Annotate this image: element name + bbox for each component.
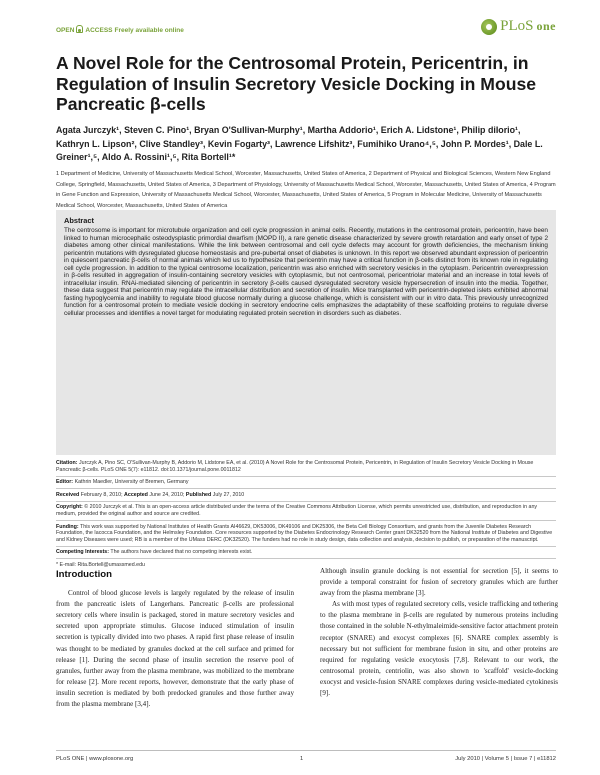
divider bbox=[56, 520, 556, 521]
article-title: A Novel Role for the Centrosomal Protein, Pericentrin, in Regulation of Insulin Secretory Vesicle Docking in Mouse Pancreatic β-cells bbox=[56, 53, 537, 114]
divider bbox=[56, 546, 556, 547]
body-paragraph: As with most types of regulated secretory cells, vesicle trafficking and tethering to the plasma membrane in β-cells are regulated by numerous proteins including those contained in the soluble N-ethylmaleimide-sensitive factor attachment protein receptor (SNARE) and exocyst complexes [6]. SNARE complex assembly is necessary but not sufficient for membrane fusion in situ, and other proteins are required for regulating vesicle exocytosis [7,8]. Relevant to our work, the centrosomal protein, centriolin, was also shown to 'scaffold' vesicle-docking exocyst and vesicle-fusion SNARE complexes during vesicle-mediated cytokinesis [9]. bbox=[320, 600, 558, 698]
citation-row: Citation: Jurczyk A, Pino SC, O'Sullivan-Murphy B, Addorio M, Lidstone EA, et al. (2010) A Novel Role for the Centrosomal Protein, Pericentrin, in Regulation of Insulin Secretory Vesicle Docking in Mouse Pancreatic β-cells. PLoS ONE 5(7): e11812. doi:10.1371/journal.pone.0011812 bbox=[56, 460, 534, 473]
article-metadata bbox=[56, 459, 556, 569]
competing-text: The authors have declared that no competing interests exist. bbox=[110, 549, 253, 556]
divider bbox=[56, 558, 556, 559]
author-list: Agata Jurczyk¹, Steven C. Pino¹, Bryan O'Sullivan-Murphy¹, Martha Addorio¹, Erich A. Lidstone¹, Philip diIorio¹, Kathryn L. Lipson², Clive Standley³, Kevin Fogarty³, Lawrence Lifshitz³, Fumihiko Urano⁴,⁵, John P. Mordes¹, Dale L. Greiner¹,⁵, Aldo A. Rossini¹,⁵, Rita Bortell¹* bbox=[56, 125, 543, 163]
abstract-box bbox=[56, 210, 556, 455]
copyright-row: Copyright: © 2010 Jurczyk et al. This is an open-access article distributed under the terms of the Creative Commons Attribution License, which permits unrestricted use, distribution, and reproduction in any medium, provided the original author and source are credited. bbox=[56, 504, 538, 517]
affiliations: 1 Department of Medicine, University of Massachusetts Medical School, Worcester, Massachusetts, United States of America, 2 Department of Physical and Biological Sciences, Western New England College, Springfield, Massachusetts, United States of America, 3 Department of Physiology, University of Massachusetts Medical School, Worcester, Massachusetts, United States of America, 4 Program in Gene Function and Expression, University of Massachusetts Medical School, Worcester, Massachusetts, United States of America, 5 Program in Molecular Medicine, University of Massachusetts Medical School, Worcester, Massachusetts, United States of America bbox=[56, 171, 556, 209]
corresponding-email[interactable]: * E-mail: Rita.Bortell@umassmed.edu bbox=[56, 561, 145, 568]
citation-text: Jurczyk A, Pino SC, O'Sullivan-Murphy B, Addorio M, Lidstone EA, et al. (2010) A Novel Role for the Centrosomal Protein, Pericentrin, in Regulation of Insulin Secretory Vesicle Docking in Mouse Pancreatic β-cells. PLoS ONE 5(7): e11812. doi:10.1371/journal.pone.0011812 bbox=[56, 460, 534, 473]
abstract-text: The centrosome is important for microtubule organization and cell cycle progression in animal cells. Recently, mutations in the centrosomal protein, pericentrin, have been linked to human microcephalic osteodysplastic primordial dwarfism (MOPD II), a rare genetic disease characterized by severe growth retardation and early onset of type 2 diabetes among other clinical manifestations. While the link between centrosomal and cell cycle defects may account for growth deficiencies, the mechanism linking pericentrin mutations with dysregulated glucose homeostasis and pre-pubertal onset of diabetes is unknown. In this report we observed abundant expression of pericentrin in quiescent pancreatic β-cells of normal animals which led us to hypothesize that pericentrin may have a critical function in β-cells distinct from its known role in regulating cell cycle progression. In addition to the typical centrosome localization, pericentrin was also enriched with secretory vesicles in the cytoplasm. Pericentrin overexpression in β-cells resulted in aggregation of insulin-containing secretory vesicles with cytoplasmic, but not centrosomal, pericentriolar material and an increase in total levels of intracellular insulin. RNAi-mediated silencing of pericentrin in secretory β-cells caused dysregulated secretory vesicle hypersecretion of insulin into the media. Together, these data suggest that pericentrin may regulate the intracellular distribution and secretion of insulin. Mice transplanted with pericentrin-depleted islets exhibited abnormal fasting hypoglycemia and inability to regulate blood glucose normally during a glucose challenge, which is consistent with our in vitro data. This previously unrecognized function for a centrosomal protein to mediate vesicle docking in secretory endocrine cells emphasizes the adaptability of these scaffolding proteins to regulate diverse cellular processes and identifies a novel target for modulating regulated protein secretion in disorders such as diabetes. bbox=[64, 227, 548, 318]
body-column-left bbox=[56, 566, 294, 710]
abstract-heading: Abstract bbox=[64, 216, 94, 225]
copyright-text: © 2010 Jurczyk et al. This is an open-access article distributed under the terms of the Creative Commons Attribution License, which permits unrestricted use, distribution, and reproduction in any medium, provided the original author and source are credited. bbox=[56, 504, 538, 517]
divider bbox=[56, 488, 556, 489]
freely-available-label: Freely available online bbox=[114, 26, 184, 34]
journal-header bbox=[56, 16, 556, 40]
open-access-lock-icon bbox=[76, 25, 83, 33]
page-footer bbox=[56, 750, 556, 764]
footer-issue: July 2010 | Volume 5 | Issue 7 | e11812 bbox=[455, 756, 556, 762]
dates-row: Received February 8, 2010; Accepted June 24, 2010; Published July 27, 2010 bbox=[56, 491, 245, 498]
divider bbox=[56, 476, 556, 477]
body-paragraph: Control of blood glucose levels is largely regulated by the release of insulin from the pancreatic islets of Langerhans. Pancreatic β-cells are professional secretory cells where insulin is packaged, stored in mature secretory vesicles and secreted upon appropriate stimulus. Glucose induced stimulation of insulin secretion is typically divided into two phases. A rapid first phase release of insulin was thought to be mediated by granules docked at the cell surface and primed for release [1]. During the second phase of insulin secretion the reserve pool of granules, further away from the plasma membrane, was mobilized to the membrane for release [2]. More recent reports, however, demonstrate that the early phase of insulin secretion is mediated by both predocked granules and those further away from the plasma membrane [3,4]. bbox=[56, 589, 294, 709]
plos-logo-icon bbox=[481, 19, 497, 35]
divider bbox=[56, 501, 556, 502]
open-label: OPEN bbox=[56, 26, 75, 34]
funding-row: Funding: This work was supported by National Institutes of Health Grants AI46629, DK53006, DK49106 and DK25306, the Beta Cell Biology Consortium, and grants from the Juvenile Diabetes Research Foundation, the Iacocca Foundation, and the Helmsley Foundation. Core resources supported by the Diabetes Endocrinology Research Center grant DK32520 from the National Institute of Diabetes and Digestive and Kidney Diseases were used; RB is a member of the UMass DERC (DK32520). The funders had no role in study design, data collection and analysis, decision to publish, or preparation of the manuscript. bbox=[56, 523, 553, 543]
page-number: 1 bbox=[300, 756, 304, 762]
access-label: ACCESS bbox=[85, 26, 113, 34]
editor-row: Editor: Kathrin Maedler, University of Bremen, Germany bbox=[56, 479, 189, 486]
body-paragraph: Although insulin granule docking is not essential for secretion [5], it seems to provide a temporal constraint for fusion of secretory granules which are further away from the plasma membrane [3]. bbox=[320, 567, 558, 598]
footer-journal[interactable]: PLoS ONE | www.plosone.org bbox=[56, 756, 134, 762]
logo-one-text: one bbox=[536, 19, 556, 33]
open-access-badge[interactable] bbox=[56, 26, 184, 34]
introduction-heading: Introduction bbox=[56, 569, 112, 580]
editor-text: Kathrin Maedler, University of Bremen, Germany bbox=[74, 479, 189, 486]
body-column-right bbox=[320, 566, 558, 699]
funding-text: This work was supported by National Institutes of Health Grants AI46629, DK53006, DK49106 and DK25306, the Beta Cell Biology Consortium, and grants from the Juvenile Diabetes Research Foundation, the Iacocca Foundation, and the Helmsley Foundation. Core resources supported by the Diabetes Endocrinology Research Center grant DK32520 from the National Institute of Diabetes and Digestive and Kidney Diseases were used; RB is a member of the UMass DERC (DK32520). The funders had no role in study design, data collection and analysis, decision to publish, or preparation of the manuscript. bbox=[56, 523, 553, 543]
logo-plos-text: PLoS bbox=[500, 18, 534, 34]
plos-one-logo bbox=[481, 18, 556, 35]
competing-interests-row: Competing Interests: The authors have declared that no competing interests exist. bbox=[56, 549, 253, 556]
